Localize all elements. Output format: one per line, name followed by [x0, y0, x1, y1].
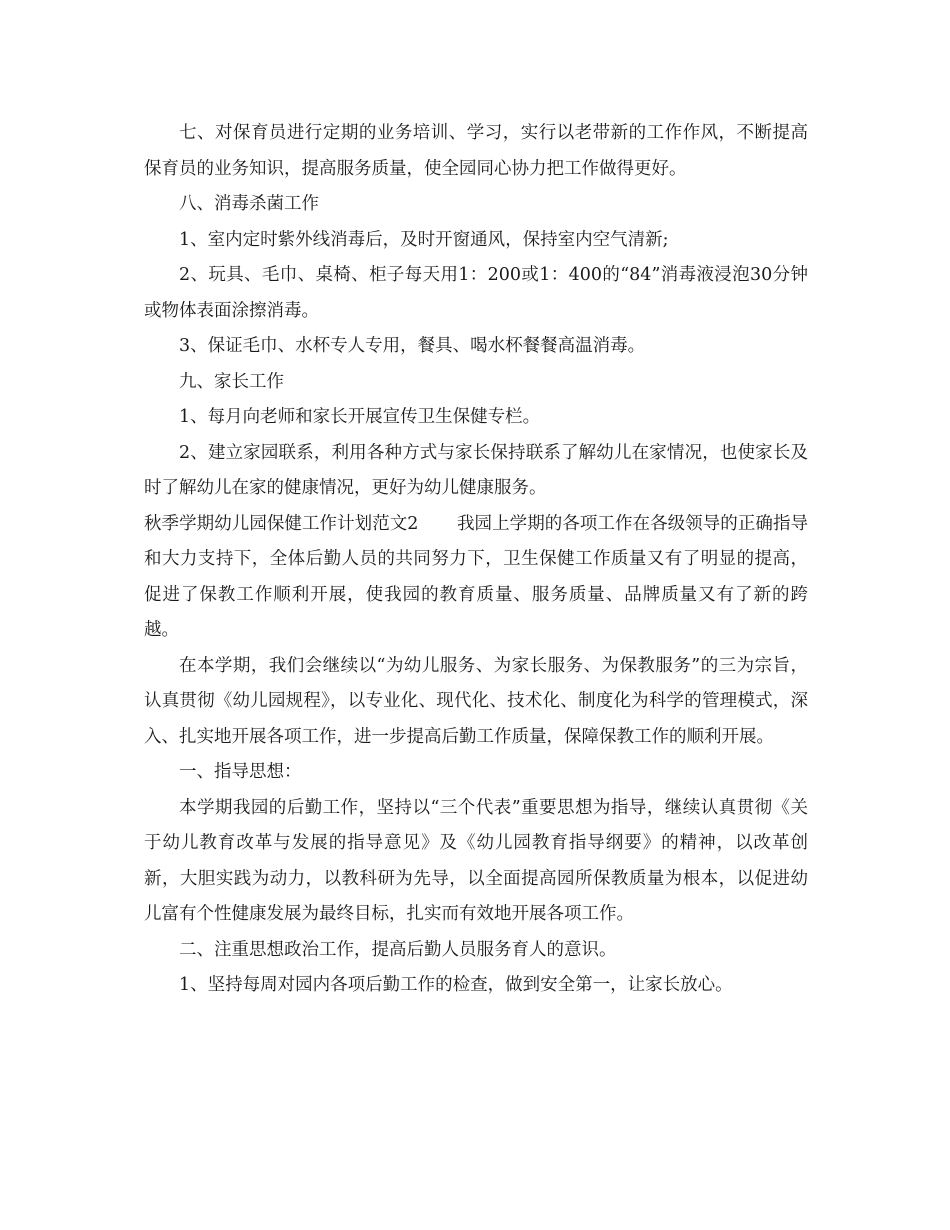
heading-parent-work: 九、家长工作	[179, 371, 284, 392]
paragraph-weekly-inspection: 1、坚持每周对园内各项后勤工作的检查，做到安全第一，让家长放心。	[179, 975, 733, 995]
document-body	[144, 116, 808, 1004]
paragraph-monthly-column: 1、每月向老师和家长开展宣传卫生保健专栏。	[179, 407, 541, 427]
section-intro-paragraph	[144, 507, 808, 649]
heading-disinfection: 八、消毒杀菌工作	[179, 194, 319, 214]
paragraph-item-7: 七、对保育员进行定期的业务培训、学习，实行以老带新的工作作风，不断提高保育员的业务知识，提高服务质量，使全园同心协力把工作做得更好。	[144, 123, 808, 179]
paragraph-uv-disinfection: 1、室内定时紫外线消毒后，及时开窗通风，保持室内空气清新;	[179, 229, 669, 250]
heading-guiding-thought: 一、指导思想：	[179, 762, 302, 782]
paragraph-guiding-thought: 本学期我园的后勤工作，坚持以“三个代表”重要思想为指导，继续认真贯彻《关于幼儿教育改革与发展的指导意见》及《幼儿园教育指导纲要》的精神，以改革创新，大胆实践为动力，以教科研为先导，以全面提高园所保教质量为根本，以促进幼儿富有个性健康发展为最终目标，扎实而有效地开展各项工作。	[144, 797, 808, 924]
section-title: 秋季学期幼儿园保健工作计划范文2	[144, 513, 419, 534]
section-intro-text: 我园上学期的各项工作在各级领导的正确指导和大力支持下，全体后勤人员的共同努力下，卫生保健工作质量又有了明显的提高，促进了保教工作顺利开展，使我园的教育质量、服务质量、品牌质量又有了新的跨越。	[144, 513, 808, 640]
paragraph-toy-disinfection: 2、玩具、毛巾、桌椅、柜子每天用1：200或1：400的“84”消毒液浸泡30分钟或物体表面涂擦消毒。	[144, 265, 808, 321]
heading-political-work: 二、注重思想政治工作，提高后勤人员服务育人的意识。	[179, 939, 617, 960]
paragraph-semester-goals: 在本学期，我们会继续以“为幼儿服务、为家长服务、为保教服务”的三为宗旨，认真贯彻《幼儿园规程》，以专业化、现代化、技术化、制度化为科学的管理模式，深入、扎实地开展各项工作，进一步提高后勤工作质量，保障保教工作的顺利开展。	[144, 655, 808, 747]
paragraph-towel-cup: 3、保证毛巾、水杯专人专用，餐具、喝水杯餐餐高温消毒。	[179, 336, 646, 356]
paragraph-home-school-contact: 2、建立家园联系，利用各种方式与家长保持联系了解幼儿在家情况，也使家长及时了解幼儿在家的健康情况，更好为幼儿健康服务。	[144, 442, 808, 498]
